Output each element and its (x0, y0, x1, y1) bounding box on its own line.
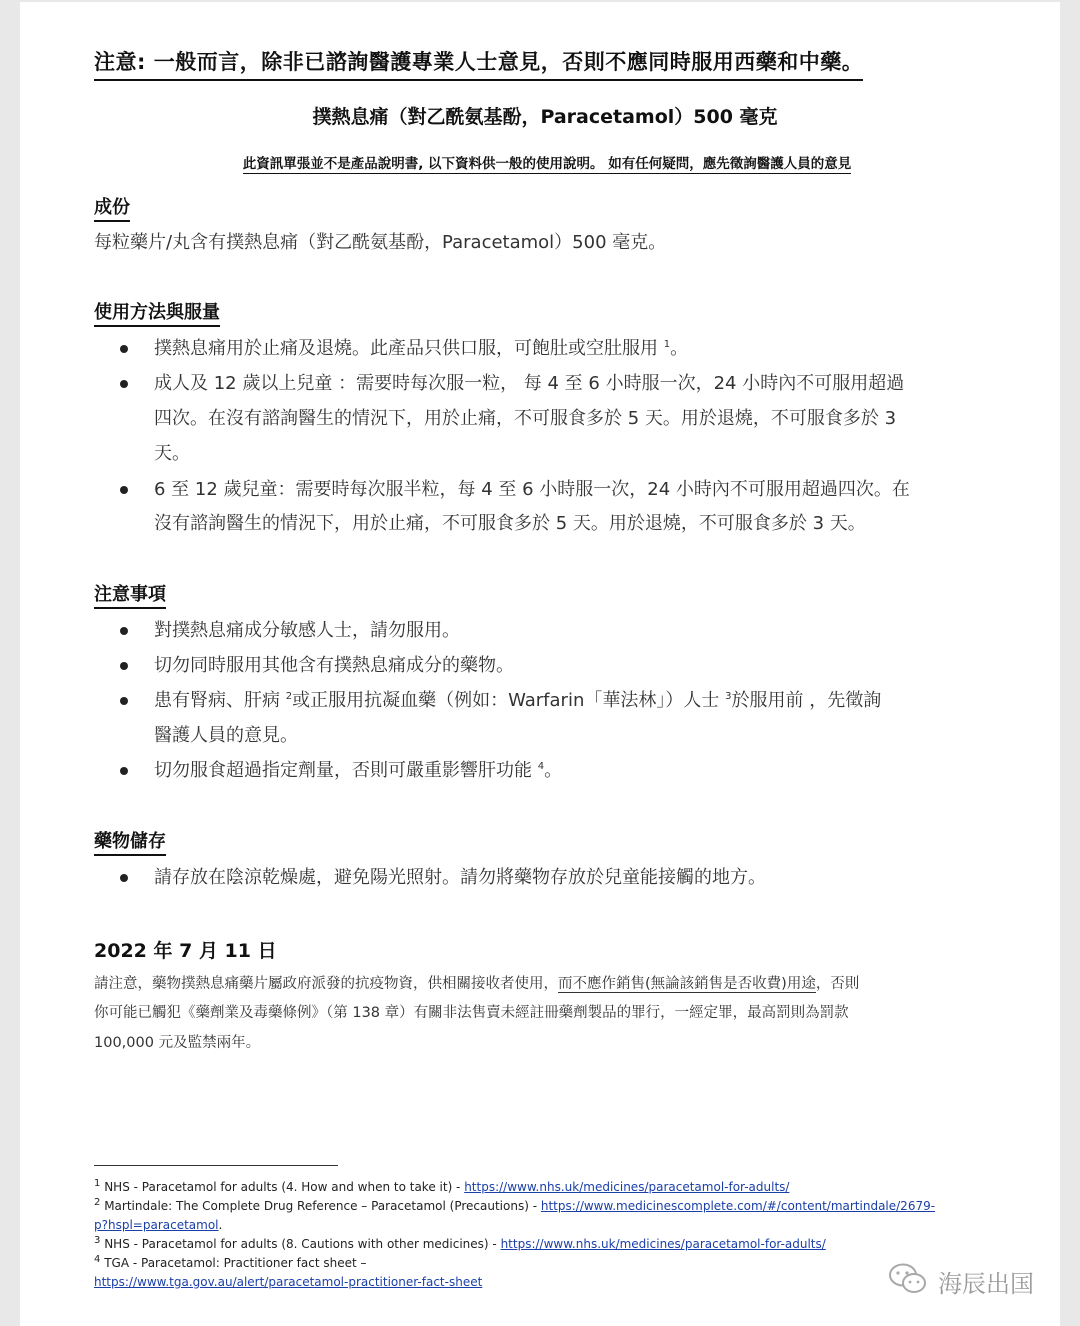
punct: . (218, 1218, 223, 1232)
text: 切勿服食超過指定劑量，否則可嚴重影響肝功能 (154, 760, 532, 781)
usage-bullet-1 (154, 337, 688, 361)
text: 請注意，藥物撲熱息痛藥片屬政府派發的抗疫物資，供相關接收者使用， (94, 976, 558, 992)
watermark (888, 1262, 1034, 1300)
footnote-2-cont (94, 1216, 222, 1234)
bullet (120, 627, 128, 635)
footnote-link[interactable]: https://www.tga.gov.au/alert/paracetamol-practitioner-fact-sheet (94, 1275, 483, 1289)
usage-bullet-2-line-2: 四次。在沒有諮詢醫生的情況下，用於止痛，不可服食多於 5 天。用於退燒，不可服食多於 3 (154, 408, 897, 429)
ingredients-text: 每粒藥片/丸含有撲熱息痛（對乙酰氨基酚，Paracetamol）500 毫克。 (94, 232, 667, 253)
bullet (120, 767, 128, 775)
usage-bullet-1-text: 撲熱息痛用於止痛及退燒。此產品只供口服，可飽肚或空肚服用 (154, 338, 658, 359)
wechat-icon (888, 1262, 928, 1300)
footnote-number: 1 (94, 1178, 101, 1189)
legal-line-3: 100,000 元及監禁兩年。 (94, 1035, 261, 1051)
text: 患有腎病、肝病 (154, 690, 286, 711)
footnote-text: NHS - Paracetamol for adults (8. Cautions with other medicines) - (104, 1237, 501, 1251)
footnote-4-cont (94, 1273, 482, 1291)
watermark-text: 海辰出国 (938, 1269, 1034, 1298)
usage-bullet-3-line-2: 沒有諮詢醫生的情況下，用於止痛，不可服食多於 5 天。用於退燒，不可服食多於 3 天。 (154, 513, 866, 534)
storage-bullet-1: 請存放在陰涼乾燥處，避免陽光照射。請勿將藥物存放於兒童能接觸的地方。 (154, 867, 766, 888)
footnote-ref[interactable]: 2 (285, 691, 293, 702)
footnote-link[interactable]: https://www.nhs.uk/medicines/paracetamol-for-adults/ (500, 1237, 826, 1251)
usage-heading: 使用方法與服量 (94, 301, 220, 327)
underlined-text: 而不應作銷售(無論該銷售是否收費)用途 (558, 976, 816, 992)
punct: 。 (544, 760, 563, 781)
precautions-bullet-2: 切勿同時服用其他含有撲熱息痛成分的藥物。 (154, 655, 514, 676)
text: 或正服用抗凝血藥（例如：Warfarin「華法林」）人士 (292, 690, 726, 711)
bullet (120, 380, 128, 388)
footnote-divider (94, 1165, 338, 1166)
footnote-2 (94, 1197, 935, 1215)
usage-bullet-2-line-1: 成人及 12 歲以上兒童 ：需要時每次服一粒， 每 4 至 6 小時服一次，24 小時內不可服用超過 (154, 373, 905, 394)
footnote-ref[interactable]: 4 (537, 761, 545, 772)
disclaimer (20, 152, 1060, 172)
issue-date: 2022 年 7 月 11 日 (94, 940, 277, 962)
punct: 。 (670, 338, 689, 359)
bullet (120, 697, 128, 705)
footnote-number: 2 (94, 1197, 101, 1208)
precautions-heading: 注意事項 (94, 583, 166, 609)
footnote-1 (94, 1178, 789, 1196)
document-title: 撲熱息痛（對乙酰氨基酚，Paracetamol）500 毫克 (312, 106, 778, 128)
ingredients-heading: 成份 (94, 196, 130, 222)
notice-banner: 注意: 一般而言，除非已諮詢醫護專業人士意見，否則不應同時服用西藥和中藥。 (94, 46, 863, 81)
footnote-number: 4 (94, 1254, 101, 1265)
footnote-text: NHS - Paracetamol for adults (4. How and when to take it) - (104, 1180, 465, 1194)
bullet (120, 486, 128, 494)
footnote-3 (94, 1235, 826, 1253)
footnote-ref[interactable]: 1 (663, 339, 671, 350)
footnote-text: Martindale: The Complete Drug Reference – Paracetamol (Precautions) - (104, 1199, 541, 1213)
document-page (20, 2, 1060, 1326)
bullet (120, 345, 128, 353)
footnote-text: TGA - Paracetamol: Practitioner fact sheet – (104, 1256, 367, 1270)
precautions-bullet-4 (154, 759, 562, 783)
footnote-4 (94, 1254, 367, 1272)
usage-bullet-2-line-3: 天。 (154, 443, 190, 464)
footnote-number: 3 (94, 1235, 101, 1246)
footnote-link[interactable]: p?hspl=paracetamol (94, 1218, 219, 1232)
legal-line-2: 你可能已觸犯《藥劑業及毒藥條例》（第 138 章）有關非法售賣未經註冊藥劑製品的罪行，一經定罪，最高罰則為罰款 (94, 1005, 849, 1021)
text: 於服用前 ，先徵詢 (731, 690, 882, 711)
disclaimer-text: 此資訊單張並不是產品說明書, 以下資料供一般的使用說明。 如有任何疑問，應先徵詢醫護人員的意見 (242, 156, 852, 172)
footnote-ref[interactable]: 3 (725, 691, 732, 702)
storage-heading: 藥物儲存 (94, 830, 166, 856)
text: ，否則 (815, 976, 860, 992)
bullet (120, 874, 128, 882)
footnote-link[interactable]: https://www.nhs.uk/medicines/paracetamol-for-adults/ (464, 1180, 790, 1194)
precautions-bullet-3-line-2: 醫護人員的意見。 (154, 725, 298, 746)
bullet (120, 662, 128, 670)
precautions-bullet-3-line-1 (154, 689, 881, 713)
footnote-link[interactable]: https://www.medicinescomplete.com/#/content/martindale/2679- (540, 1199, 936, 1213)
legal-line-1 (94, 974, 859, 994)
usage-bullet-3-line-1: 6 至 12 歲兒童：需要時每次服半粒，每 4 至 6 小時服一次，24 小時內不可服用超過四次。在 (154, 479, 910, 500)
precautions-bullet-1: 對撲熱息痛成分敏感人士，請勿服用。 (154, 620, 460, 641)
